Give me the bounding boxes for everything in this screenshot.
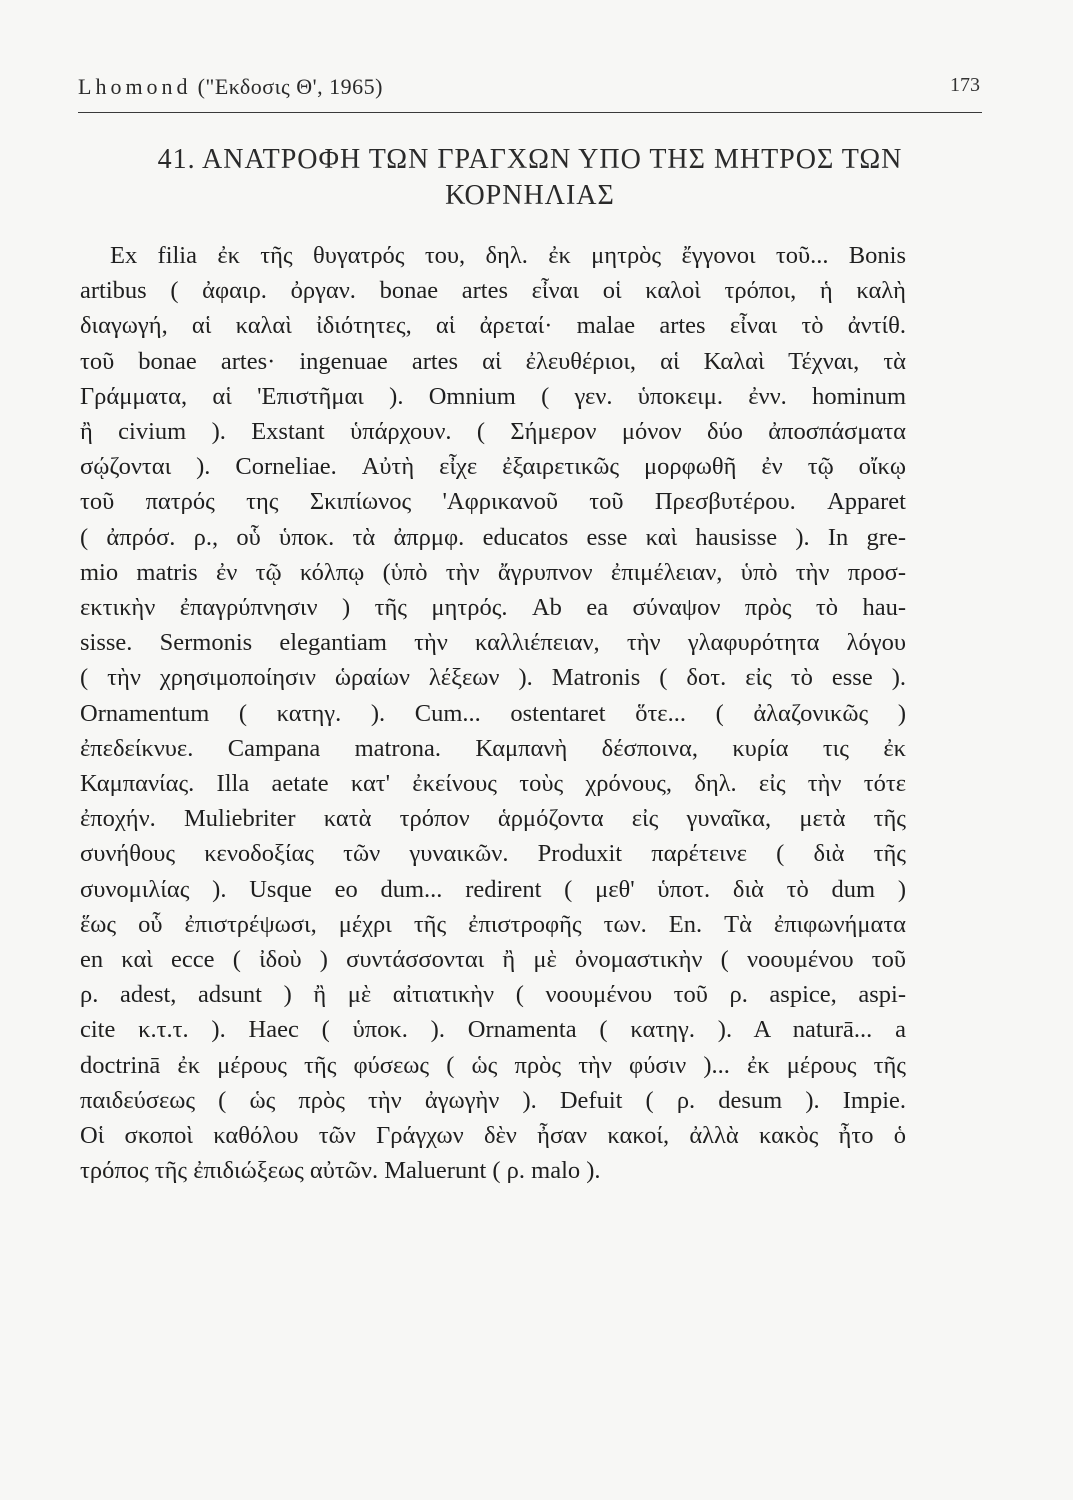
chapter-title bbox=[78, 142, 982, 214]
text-line: ἢ civium ). Exstant ὑπάρχουν. ( Σήμερον μόνον δύο ἀποσπάσματα bbox=[80, 418, 906, 446]
text-line: sisse. Sermonis elegantiam τὴν καλλιέπειαν, τὴν γλαφυρότητα λόγου bbox=[80, 629, 906, 657]
text-line: διαγωγή, αἱ καλαὶ ἰδιότητες, αἱ ἀρεταί· malae artes εἶναι τὸ ἀντίθ. bbox=[80, 312, 906, 340]
text-line: Καμπανίας. Illa aetate κατ' ἐκείνους τοὺς χρόνους, δηλ. εἰς τὴν τότε bbox=[80, 770, 906, 798]
text-line: τοῦ πατρός της Σκιπίωνος 'Αφρικανοῦ τοῦ Πρεσβυτέρου. Apparet bbox=[80, 488, 906, 516]
text-line: ἐπεδείκνυε. Campana matrona. Καμπανὴ δέσποινα, κυρία τις ἐκ bbox=[80, 734, 906, 762]
chapter-title-line: ΚΟΡΝΗΛΙΑΣ bbox=[445, 180, 615, 211]
text-line: ( ἀπρόσ. ρ., οὗ ὑποκ. τὰ ἀπρμφ. educatos esse καὶ hausisse ). In gre- bbox=[80, 523, 906, 551]
text-line: mio matris ἐν τῷ κόλπῳ (ὑπὸ τὴν ἄγρυπνον ἐπιμέλειαν, ὑπὸ τὴν προσ- bbox=[80, 558, 906, 586]
page-number: 173 bbox=[950, 74, 980, 96]
text-line: artibus ( ἀφαιρ. ὀργαν. bonae artes εἶναι οἱ καλοὶ τρόποι, ἡ καλὴ bbox=[80, 277, 906, 305]
text-line: συνήθους κενοδοξίας τῶν γυναικῶν. Produxit παρέτεινε ( διὰ τῆς bbox=[80, 840, 906, 868]
text-line: ( τὴν χρησιμοποίησιν ὡραίων λέξεων ). Matronis ( δοτ. εἰς τὸ esse ). bbox=[80, 664, 906, 692]
text-line: doctrinā ἐκ μέρους τῆς φύσεως ( ὡς πρὸς τὴν φύσιν )... ἐκ μέρους τῆς bbox=[80, 1051, 906, 1079]
edition-note: ("Εκδοσις Θ', 1965) bbox=[197, 74, 383, 99]
text-line: ἕως οὗ ἐπιστρέψωσι, μέχρι τῆς ἐπιστροφῆς των. En. Τὰ ἐπιφωνήματα bbox=[80, 910, 906, 938]
text-line: παιδεύσεως ( ὡς πρὸς τὴν ἀγωγὴν ). Defuit ( ρ. desum ). Impie. bbox=[80, 1086, 906, 1114]
text-line: Οἱ σκοποὶ καθόλου τῶν Γράγχων δὲν ἦσαν κακοί, ἀλλὰ κακὸς ἦτο ὁ bbox=[80, 1122, 906, 1150]
text-line: σῴζονται ). Corneliae. Αὐτὴ εἶχε ἐξαιρετικῶς μορφωθῆ ἐν τῷ οἴκῳ bbox=[80, 453, 906, 481]
text-line: Ex filia ἐκ τῆς θυγατρός του, δηλ. ἐκ μητρὸς ἔγγονοι τοῦ... Bonis bbox=[110, 242, 906, 269]
author-name: Lhomond bbox=[78, 74, 192, 99]
text-line: cite κ.τ.τ. ). Haec ( ὑποκ. ). Ornamenta ( κατηγ. ). A naturā... a bbox=[80, 1016, 906, 1044]
commentary-text bbox=[80, 238, 906, 1188]
chapter-title-line: 41. ΑΝΑΤΡΟΦΗ ΤΩΝ ΓΡΑΓΧΩΝ ΥΠΟ ΤΗΣ ΜΗΤΡΟΣ ΤΩΝ bbox=[157, 144, 903, 175]
text-line: τοῦ bonae artes· ingenuae artes αἱ ἐλευθέριοι, αἱ Καλαὶ Τέχναι, τὰ bbox=[80, 347, 906, 375]
text-line: ἐποχήν. Muliebriter κατὰ τρόπον ἁρμόζοντα εἰς γυναῖκα, μετὰ τῆς bbox=[80, 805, 906, 833]
text-line: en καὶ ecce ( ἰδοὺ ) συντάσσονται ἢ μὲ ὀνομαστικὴν ( νοουμένου τοῦ bbox=[80, 946, 906, 974]
text-line: εκτικὴν ἐπαγρύπνησιν ) τῆς μητρός. Ab ea σύναψον πρὸς τὸ hau- bbox=[80, 594, 906, 622]
running-head bbox=[78, 74, 978, 100]
header-rule bbox=[78, 112, 982, 113]
text-line: Γράμματα, αἱ 'Επιστῆμαι ). Omnium ( γεν. ὑποκειμ. ἐνν. hominum bbox=[80, 382, 906, 410]
text-line: ρ. adest, adsunt ) ἢ μὲ αἰτιατικὴν ( νοουμένου τοῦ ρ. aspice, aspi- bbox=[80, 981, 906, 1009]
text-line: τρόπος τῆς ἐπιδιώξεως αὐτῶν. Maluerunt ( ρ. malo ). bbox=[80, 1157, 601, 1185]
text-line: συνομιλίας ). Usque eo dum... redirent ( μεθ' ὑποτ. διὰ τὸ dum ) bbox=[80, 875, 906, 903]
text-line: Ornamentum ( κατηγ. ). Cum... ostentaret ὅτε... ( ἀλαζονικῶς ) bbox=[80, 699, 906, 727]
